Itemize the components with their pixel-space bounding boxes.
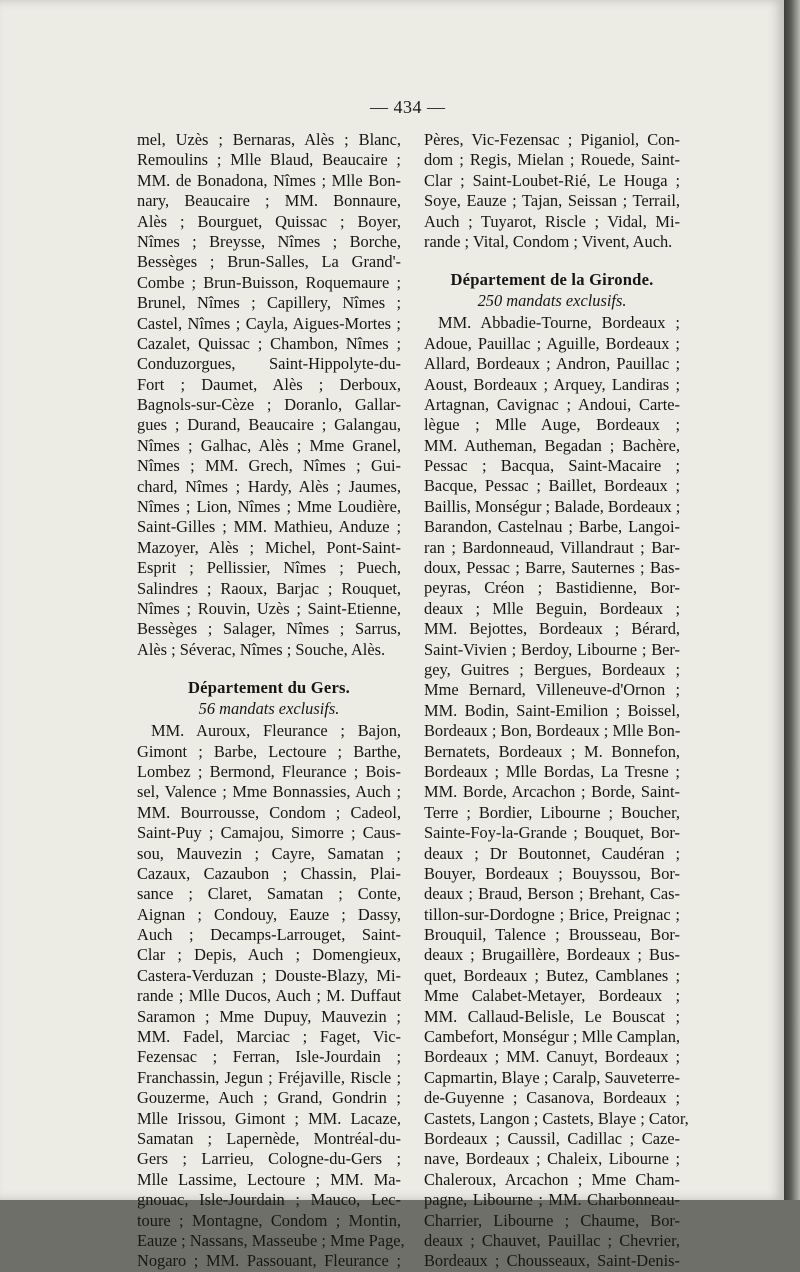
text-line: MM. de Bonadona, Nîmes ; Mlle Bon- [137,170,401,190]
text-line: Auch ; Decamps-Larrouget, Saint- [137,925,401,945]
text-line: Saint-Puy ; Camajou, Simorre ; Caus- [137,823,401,843]
text-line: Cazalet, Quissac ; Chambon, Nîmes ; [137,333,401,353]
text-line: deaux ; Mlle Beguin, Bordeaux ; [424,598,680,618]
text-line: Baillis, Monségur ; Balade, Bordeaux ; [424,496,681,516]
text-line: Saint-Vivien ; Berdoy, Libourne ; Ber- [424,639,680,659]
book-gutter-edge [784,0,800,1200]
text-line: MM. Callaud-Belisle, Le Bouscat ; [424,1006,680,1026]
text-line: Bagnols-sur-Cèze ; Doranlo, Gallar- [137,395,401,415]
text-line: gey, Guitres ; Bergues, Bordeaux ; [424,659,680,679]
text-line: gues ; Durand, Beaucaire ; Galangau, [137,415,401,435]
right-column [424,130,689,1272]
text-line: MM. Bejottes, Bordeaux ; Bérard, [424,619,680,639]
text-line: Esprit ; Pellissier, Nîmes ; Puech, [137,558,401,578]
text-line: lègue ; Mlle Auge, Bordeaux ; [424,415,680,435]
text-line: Pères, Vic-Fezensac ; Piganiol, Con- [424,130,680,149]
text-line: dom ; Regis, Mielan ; Rouede, Saint- [424,150,680,170]
text-line: nave, Bordeaux ; Chaleix, Libourne ; [424,1149,680,1169]
text-line: MM. Borde, Arcachon ; Borde, Saint- [424,782,680,802]
text-line: Capmartin, Blaye ; Caralp, Sauveterre- [424,1067,680,1087]
text-line: Nîmes ; Lion, Nîmes ; Mme Loudière, [137,497,401,517]
text-line: chard, Nîmes ; Hardy, Alès ; Jaumes, [137,476,401,496]
text-line: Nîmes ; Breysse, Nîmes ; Borche, [137,231,401,251]
text-line: Nîmes ; MM. Grech, Nîmes ; Gui- [137,456,401,476]
text-line: mel, Uzès ; Bernaras, Alès ; Blanc, [137,130,401,149]
text-line: Conduzorgues, Saint-Hippolyte-du- [137,354,401,374]
text-line: Aoust, Bordeaux ; Arquey, Landiras ; [424,374,680,394]
text-line: Gers ; Larrieu, Cologne-du-Gers ; [137,1149,401,1169]
text-line: Mazoyer, Alès ; Michel, Pont-Saint- [137,537,401,557]
text-line: nary, Beaucaire ; MM. Bonnaure, [137,191,401,211]
text-line: MM. Autheman, Begadan ; Bachère, [424,435,680,455]
right-column-top-text [424,130,680,252]
text-line: deaux ; Braud, Berson ; Brehant, Cas- [424,884,680,904]
text-line: Bordeaux ; Mlle Bordas, La Tresne ; [424,761,680,781]
text-line: Lombez ; Bermond, Fleurance ; Bois- [137,761,401,781]
text-line: Clar ; Depis, Auch ; Domengieux, [137,945,401,965]
text-line: Artagnan, Cavignac ; Andoui, Carte- [424,394,680,414]
text-line: Mlle Irissou, Gimont ; MM. Lacaze, [137,1108,401,1128]
text-line: Sainte-Foy-la-Grande ; Bouquet, Bor- [424,823,680,843]
page-number: — 434 — [370,97,446,117]
right-column-bottom-text [424,313,689,1271]
text-line: Chaleroux, Arcachon ; Mme Cham- [424,1169,680,1189]
text-line: Bordeaux ; Chousseaux, Saint-Denis- [424,1251,680,1271]
text-line: sou, Mauvezin ; Cayre, Samatan ; [137,843,401,863]
text-line: Bouyer, Bordeaux ; Bouyssou, Bor- [424,863,680,883]
text-line: rande ; Mlle Ducos, Auch ; M. Duffaut [137,986,401,1006]
text-line: Mlle Lassime, Lectoure ; MM. Ma- [137,1169,401,1189]
text-line: Gouzerme, Auch ; Grand, Gondrin ; [137,1088,401,1108]
text-line: Remoulins ; Mlle Blaud, Beaucaire ; [137,150,401,170]
text-line: Saramon ; Mme Dupuy, Mauvezin ; [137,1006,401,1026]
text-line: MM. Abbadie-Tourne, Bordeaux ; [438,313,680,333]
text-line: de-Guyenne ; Casanova, Bordeaux ; [424,1088,680,1108]
text-line: Samatan ; Lapernède, Montréal-du- [137,1128,401,1148]
text-line: Soye, Eauze ; Tajan, Seissan ; Terrail, [424,191,680,211]
text-line: MM. Fadel, Marciac ; Faget, Vic- [137,1027,401,1047]
text-line: pagne, Libourne ; MM. Charbonneau- [424,1190,680,1210]
text-line: Castel, Nîmes ; Cayla, Aigues-Mortes ; [137,313,401,333]
text-line: Salindres ; Raoux, Barjac ; Rouquet, [137,578,401,598]
text-line: Bordeaux ; MM. Canuyt, Bordeaux ; [424,1047,680,1067]
text-line: Bessèges ; Salager, Nîmes ; Sarrus, [137,619,401,639]
text-line: Bordeaux ; Caussil, Cadillac ; Caze- [424,1128,680,1148]
text-line: Bacque, Pessac ; Baillet, Bordeaux ; [424,476,680,496]
text-line: MM. Bodin, Saint-Emilion ; Boissel, [424,700,680,720]
text-line: gnouac, Isle-Jourdain ; Mauco, Lec- [137,1190,401,1210]
text-line: Alès ; Bourguet, Quissac ; Boyer, [137,211,401,231]
text-line: Nîmes ; Galhac, Alès ; Mme Granel, [137,435,401,455]
text-line: tillon-sur-Dordogne ; Brice, Preignac ; [424,904,680,924]
text-line: Allard, Bordeaux ; Andron, Pauillac ; [424,354,680,374]
text-line: Brunel, Nîmes ; Capillery, Nîmes ; [137,293,401,313]
text-line: ran ; Bardonneaud, Villandraut ; Bar- [424,537,680,557]
text-line: Charrier, Libourne ; Chaume, Bor- [424,1210,680,1230]
text-line: Bessèges ; Brun-Salles, La Grand'- [137,252,401,272]
text-line: toure ; Montagne, Condom ; Montin, [137,1210,401,1230]
text-line: Alès ; Séverac, Nîmes ; Souche, Alès. [137,639,386,659]
text-line: sel, Valence ; Mme Bonnassies, Auch ; [137,782,401,802]
text-line: Nîmes ; Rouvin, Uzès ; Saint-Etienne, [137,598,401,618]
text-line: Aignan ; Condouy, Eauze ; Dassy, [137,904,401,924]
left-column [137,130,405,1272]
left-column-bottom-text [137,721,405,1272]
text-line: Pessac ; Bacqua, Saint-Macaire ; [424,456,680,476]
text-line: Franchassin, Jegun ; Fréjaville, Riscle ; [137,1067,401,1087]
text-line: Clar ; Saint-Loubet-Rié, Le Houga ; [424,170,680,190]
text-line: quet, Bordeaux ; Butez, Camblanes ; [424,965,680,985]
text-line: Bordeaux ; Bon, Bordeaux ; Mlle Bon- [424,721,681,741]
text-line: deaux ; Dr Boutonnet, Caudéran ; [424,843,680,863]
text-line: Barandon, Castelnau ; Barbe, Langoi- [424,517,680,537]
text-line: Combe ; Brun-Buisson, Roquemaure ; [137,272,401,292]
left-column-top-text [137,130,401,660]
text-line: Eauze ; Nassans, Masseube ; Mme Page, [137,1230,405,1250]
text-line: MM. Auroux, Fleurance ; Bajon, [151,721,401,741]
section-heading-gironde: Département de la Gironde. [450,270,654,290]
text-line: deaux ; Brugaillère, Bordeaux ; Bus- [424,945,680,965]
text-line: Fezensac ; Ferran, Isle-Jourdain ; [137,1047,401,1067]
text-line: Bernatets, Bordeaux ; M. Bonnefon, [424,741,680,761]
text-line: Adoue, Pauillac ; Aguille, Bordeaux ; [424,333,680,353]
text-line: Gimont ; Barbe, Lectoure ; Barthe, [137,741,401,761]
text-line: deaux ; Chauvet, Pauillac ; Chevrier, [424,1230,680,1250]
text-line: Auch ; Tuyarot, Riscle ; Vidal, Mi- [424,211,680,231]
section-heading-gers: Département du Gers. [187,678,351,698]
text-line: Castera-Verduzan ; Douste-Blazy, Mi- [137,965,401,985]
text-line: Brouquil, Talence ; Brousseau, Bor- [424,925,680,945]
text-line: Terre ; Bordier, Libourne ; Boucher, [424,802,680,822]
text-line: rande ; Vital, Condom ; Vivent, Auch. [424,231,673,251]
text-line: peyras, Créon ; Bastidienne, Bor- [424,578,680,598]
text-line: MM. Bourrousse, Condom ; Cadeol, [137,802,401,822]
section-subheading-gers: 56 mandats exclusifs. [198,699,340,719]
text-line: Mme Bernard, Villeneuve-d'Ornon ; [424,680,680,700]
text-line: Cazaux, Cazaubon ; Chassin, Plai- [137,863,401,883]
section-subheading-gironde: 250 mandats exclusifs. [477,291,627,311]
text-line: doux, Pessac ; Barre, Sauternes ; Bas- [424,558,680,578]
text-line: sance ; Claret, Samatan ; Conte, [137,884,401,904]
text-line: Cambefort, Monségur ; Mlle Camplan, [424,1027,680,1047]
text-line: Nogaro ; MM. Passouant, Fleurance ; [137,1251,401,1271]
text-line: Saint-Gilles ; MM. Mathieu, Anduze ; [137,517,401,537]
text-line: Mme Calabet-Metayer, Bordeaux ; [424,986,680,1006]
text-line: Fort ; Daumet, Alès ; Derboux, [137,374,401,394]
text-line: Castets, Langon ; Castets, Blaye ; Cator, [424,1108,689,1128]
